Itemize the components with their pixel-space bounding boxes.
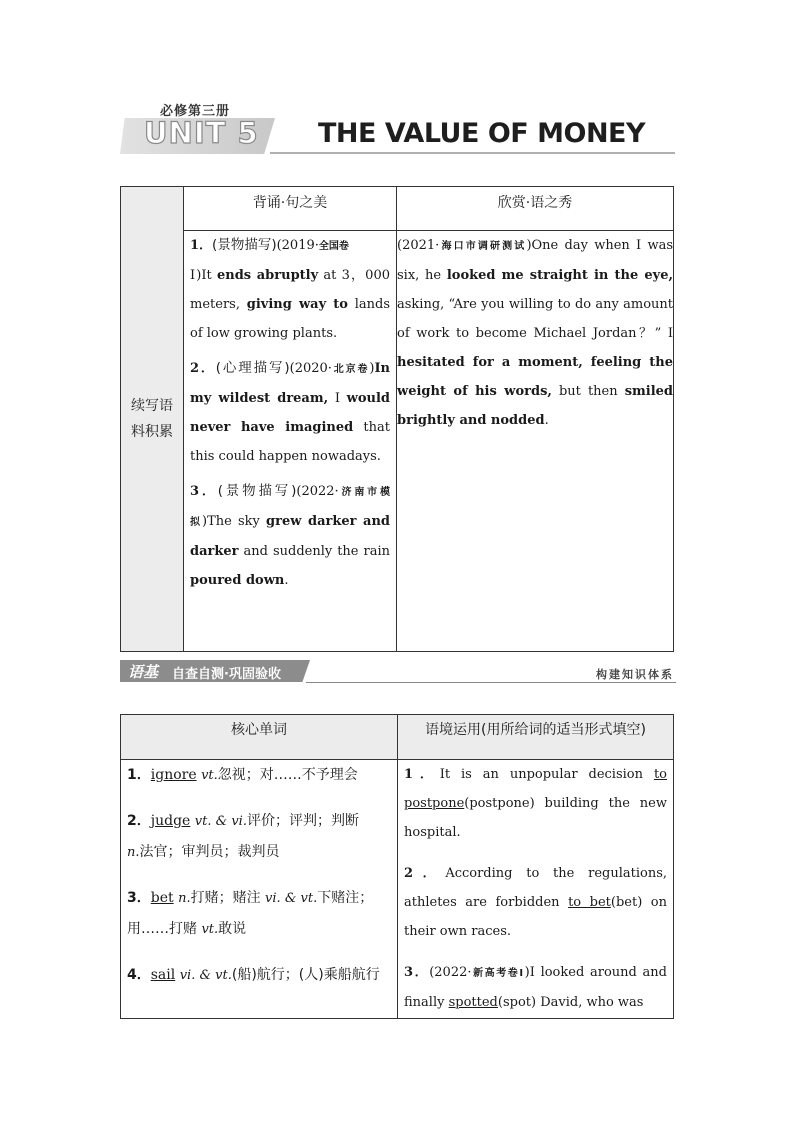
section-tag-main: 语基 <box>128 663 159 681</box>
recite-item-3: 3．(景物描写)(2022·济南市模拟)The sky grew darker and darker and suddenly the rain poured down. <box>190 483 390 588</box>
sentence-item-2: 2．According to the regulations, athletes are forbidden to bet(bet) on their own races. <box>404 866 667 939</box>
unit-label: UNIT 5 <box>144 116 259 150</box>
appreciate-text: (2021·海口市调研测试)One day when I was six, he looked me straight in the eye, asking, “Are you willing to do any amount of work to become Michael Jordan？” I hesitated for a moment, feeling the weight of his words, but then smiled brightly and nodded. <box>397 238 674 428</box>
core-words-cell <box>121 760 398 1019</box>
word-item-3: 3．bet n.打赌；赌注 vi. & vt.下赌注；用……打赌 vt.敢说 <box>127 890 374 937</box>
word-item-2: 2．judge vt. & vi.评价；评判；判断 n.法官；审判员；裁判员 <box>127 813 359 860</box>
sentence-item-1: 1．It is an unpopular decision to postpone(postpone) building the new hospital. <box>404 767 668 840</box>
core-words-header: 核心单词 <box>231 722 287 738</box>
recite-item-1: 1．(景物描写)(2019·全国卷 Ⅰ)It ends abruptly at 3，000 meters, giving way to lands of low growing plants. <box>190 237 391 341</box>
side-label <box>121 393 183 445</box>
word-item-1: 1．ignore vt.忽视；对……不予理会 <box>127 767 358 783</box>
recite-header-cell <box>184 187 397 231</box>
appreciate-header-cell <box>397 187 674 231</box>
sentence-item-3: 3．(2022·新高考卷Ⅰ)I looked around and finally spotted(spot) David, who was <box>404 965 667 1010</box>
word-item-4: 4．sail vi. & vt.(船)航行；(人)乘船航行 <box>127 967 380 983</box>
side-label-cell <box>121 187 184 652</box>
core-words-header-cell <box>121 715 398 760</box>
context-sentences-cell <box>398 760 674 1019</box>
side-label-line-1: 续写语 <box>131 398 173 414</box>
unit-title: THE VALUE OF MONEY <box>318 118 646 149</box>
context-use-header: 语境运用(用所给词的适当形式填空) <box>425 722 646 738</box>
section-tag-sub: 自查自测·巩固验收 <box>172 667 281 682</box>
header-rule <box>270 152 675 154</box>
recite-header: 背诵·句之美 <box>252 195 328 211</box>
side-label-line-2: 料积累 <box>131 424 173 440</box>
appreciate-header: 欣赏·语之秀 <box>497 195 573 211</box>
section-rule <box>306 682 676 683</box>
vocabulary-table <box>120 714 674 1019</box>
book-label: 必修第三册 <box>160 104 231 119</box>
recite-item-2: 2．(心理描写)(2020·北京卷)In my wildest dream, I would never have imagined that this could happen nowadays. <box>190 360 391 464</box>
section-banner <box>120 660 676 686</box>
section-right-label: 构建知识体系 <box>596 668 674 681</box>
recite-sentences-cell <box>184 231 397 652</box>
appreciate-cell <box>397 231 674 652</box>
page-header <box>120 100 675 160</box>
writing-material-table <box>120 186 674 652</box>
context-use-header-cell <box>398 715 674 760</box>
